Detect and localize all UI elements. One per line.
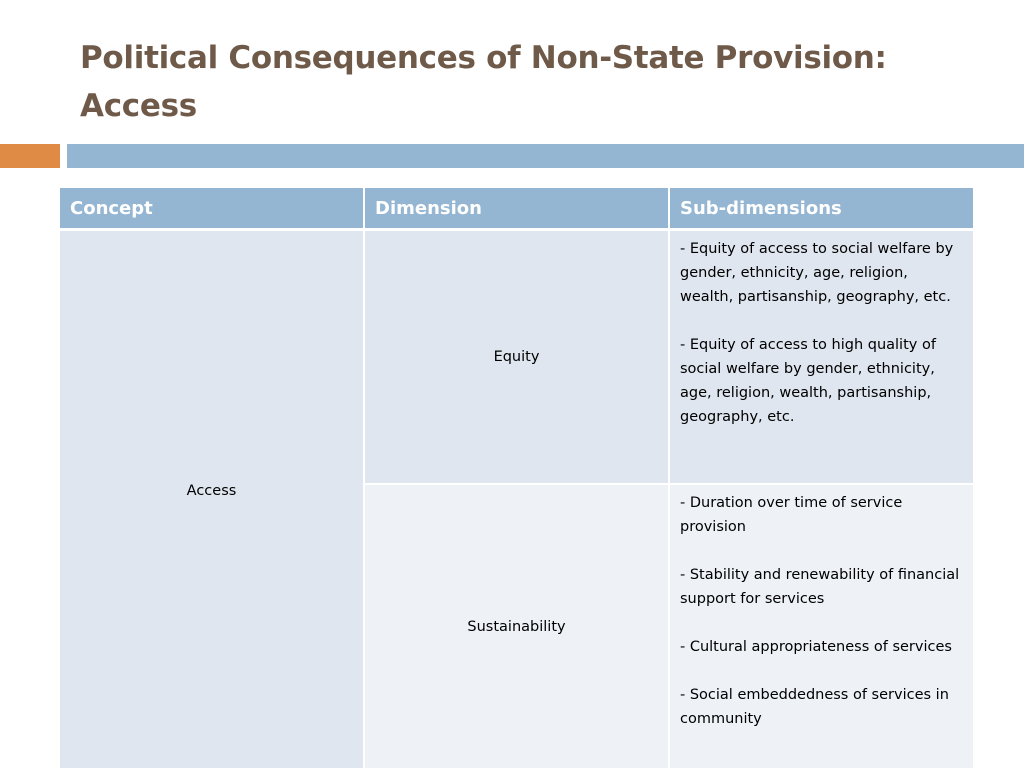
accent-bar-orange xyxy=(0,144,60,168)
sub-dimensions-cell xyxy=(669,230,973,485)
concept-table xyxy=(60,188,973,768)
header-dimension: Dimension xyxy=(364,188,669,230)
concept-label: Access xyxy=(186,483,237,499)
header-sub-dimensions: Sub-dimensions xyxy=(669,188,973,230)
dimension-label: Sustainability xyxy=(467,619,566,635)
sub-dimension-item: - Cultural appropriateness of services xyxy=(680,639,952,655)
header-concept: Concept xyxy=(60,188,364,230)
dimension-cell xyxy=(364,230,669,485)
table-row xyxy=(60,230,973,485)
sub-dimension-item: - Social embeddedness of services in community xyxy=(680,687,949,727)
sub-dimension-item: - Equity of access to high quality of social welfare by gender, ethnicity, age, religion, wealth, partisanship, geography, etc. xyxy=(680,337,936,425)
accent-bar-blue xyxy=(67,144,1024,168)
sub-dimension-item: - Stability and renewability of financial support for services xyxy=(680,567,960,607)
dimension-label: Equity xyxy=(493,349,540,365)
concept-cell xyxy=(60,230,364,768)
slide-title: Political Consequences of Non-State Provision: Access xyxy=(80,40,887,124)
table-header-row xyxy=(60,188,973,230)
dimension-cell xyxy=(364,484,669,768)
sub-dimension-item: - Equity of access to social welfare by gender, ethnicity, age, religion, wealth, partisanship, geography, etc. xyxy=(680,241,954,305)
sub-dimensions-cell xyxy=(669,484,973,768)
sub-dimension-item: - Duration over time of service provision xyxy=(680,495,903,535)
